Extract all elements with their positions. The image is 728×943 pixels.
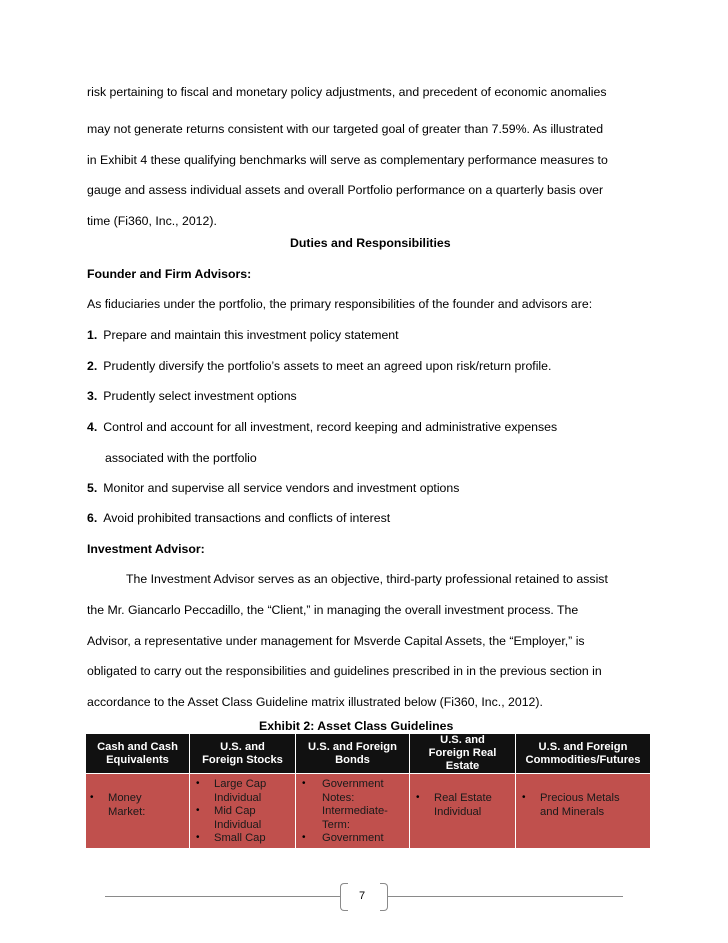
header-stocks: U.S. and Foreign Stocks <box>190 734 296 773</box>
duty-item: 4. Control and account for all investment, record keeping and administrative expenses <box>87 420 558 434</box>
founder-heading: Founder and Firm Advisors: <box>87 267 252 281</box>
paragraph-line: risk pertaining to fiscal and monetary policy adjustments, and precedent of economic anomalies <box>87 85 607 99</box>
advisor-heading: Investment Advisor: <box>87 542 205 556</box>
bullet-icon: • <box>196 778 200 789</box>
duty-item-continuation: associated with the portfolio <box>105 451 257 465</box>
cell-commodities <box>516 774 650 848</box>
table-body-row <box>86 774 650 848</box>
paragraph-line: in Exhibit 4 these qualifying benchmarks will serve as complementary performance measures to <box>87 153 608 167</box>
cell-cash <box>86 774 190 848</box>
table-header-row <box>86 734 650 773</box>
header-real-estate: U.S. and Foreign Real Estate <box>410 734 516 773</box>
header-commodities: U.S. and Foreign Commodities/Futures <box>525 740 641 766</box>
paragraph-line: the Mr. Giancarlo Peccadillo, the “Client,” in managing the overall investment process. The <box>87 603 579 617</box>
bullet-icon: • <box>302 778 306 789</box>
cell-real-estate <box>410 774 516 848</box>
paragraph-line: The Investment Advisor serves as an objective, third-party professional retained to assist <box>126 572 608 586</box>
asset-class-table <box>86 734 650 848</box>
cell-bonds <box>296 774 410 848</box>
duty-item: 5. Monitor and supervise all service vendors and investment options <box>87 481 460 495</box>
list-item: Government <box>322 832 384 844</box>
footer-rule-left <box>105 896 340 897</box>
page-number: 7 <box>359 890 366 902</box>
paragraph-line: obligated to carry out the responsibilities and guidelines prescribed in in the previous section in <box>87 664 602 678</box>
bullet-icon: • <box>90 792 94 803</box>
bullet-icon: • <box>196 805 200 816</box>
bullet-icon: • <box>416 792 420 803</box>
list-item: Small Cap <box>214 832 266 844</box>
duty-item: 2. Prudently diversify the portfolio’s assets to meet an agreed upon risk/return profile. <box>87 359 552 373</box>
duty-item: 1. Prepare and maintain this investment policy statement <box>87 328 399 342</box>
footer-brace-left <box>340 883 348 911</box>
header-bonds: U.S. and Foreign Bonds <box>296 734 410 773</box>
duty-item: 3. Prudently select investment options <box>87 389 297 403</box>
paragraph-line: Advisor, a representative under management for Msverde Capital Assets, the “Employer,” is <box>87 634 585 648</box>
header-cash: Cash and Cash Equivalents <box>86 734 190 773</box>
list-item: Mid Cap Individual <box>214 805 262 831</box>
list-item: Precious Metals and Minerals <box>540 792 620 818</box>
footer-brace-right <box>380 883 388 911</box>
exhibit-title: Exhibit 2: Asset Class Guidelines <box>259 719 454 733</box>
list-item: Government Notes: Intermediate- Term: <box>322 778 388 831</box>
paragraph-line: may not generate returns consistent with our targeted goal of greater than 7.59%. As illustrated <box>87 122 604 136</box>
list-item: Money Market: <box>108 792 146 818</box>
founder-intro: As fiduciaries under the portfolio, the primary responsibilities of the founder and advisors are: <box>87 297 593 311</box>
section-heading: Duties and Responsibilities <box>290 236 451 250</box>
list-item: Real Estate Individual <box>434 792 492 818</box>
paragraph-line: time (Fi360, Inc., 2012). <box>87 214 217 228</box>
duty-item: 6. Avoid prohibited transactions and conflicts of interest <box>87 511 391 525</box>
bullet-icon: • <box>302 832 306 843</box>
paragraph-line: accordance to the Asset Class Guideline matrix illustrated below (Fi360, Inc., 2012). <box>87 695 543 709</box>
paragraph-line: gauge and assess individual assets and overall Portfolio performance on a quarterly basis over <box>87 183 604 197</box>
list-item: Large Cap Individual <box>214 778 267 804</box>
bullet-icon: • <box>522 792 526 803</box>
bullet-icon: • <box>196 832 200 843</box>
cell-stocks <box>190 774 296 848</box>
footer-rule-right <box>388 896 623 897</box>
